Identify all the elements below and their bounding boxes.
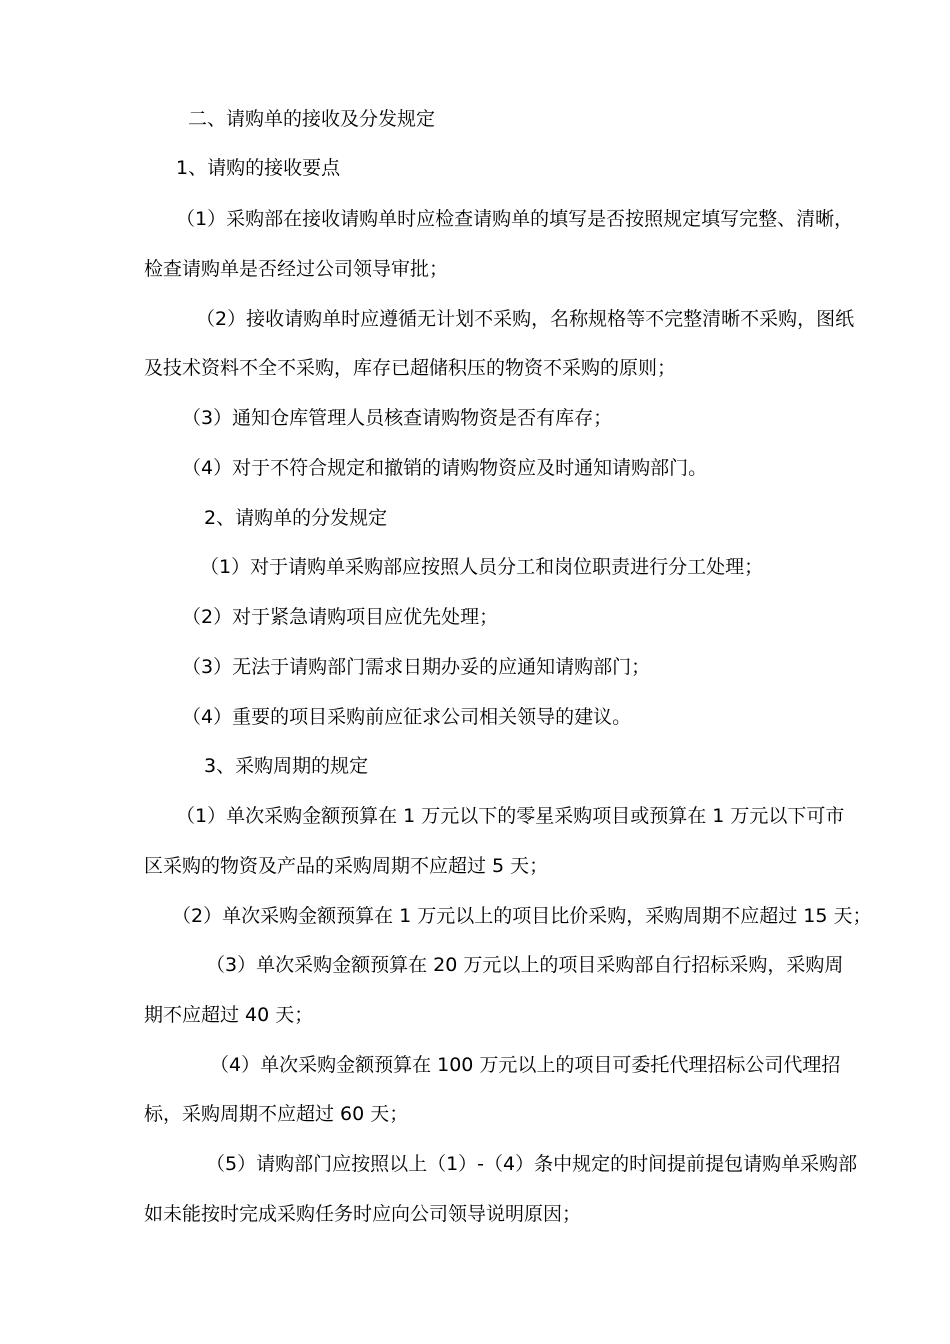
section-heading: 二、请购单的接收及分发规定: [188, 108, 436, 130]
paragraph-line: 标，采购周期不应超过 60 天；: [144, 1103, 409, 1125]
paragraph-line: （1）对于请购单采购部应按照人员分工和岗位职责进行分工处理；: [200, 556, 764, 578]
paragraph-line: （3）无法于请购部门需求日期办妥的应通知请购部门；: [182, 656, 651, 678]
paragraph-line: 及技术资料不全不采购，库存已超储积压的物资不采购的原则；: [144, 357, 677, 379]
paragraph-line: （3）单次采购金额预算在 20 万元以上的项目采购部自行招标采购，采购周: [206, 954, 844, 976]
paragraph-line: （3）通知仓库管理人员核查请购物资是否有库存；: [182, 407, 613, 429]
paragraph-line: 期不应超过 40 天；: [144, 1004, 314, 1026]
subsection-title-receiving: 1、请购的接收要点: [176, 157, 341, 179]
subsection-title-distribution: 2、请购单的分发规定: [204, 507, 388, 529]
subsection-title-cycle: 3、采购周期的规定: [204, 755, 369, 777]
paragraph-line: （2）接收请购单时应遵循无计划不采购，名称规格等不完整清晰不采购，图纸: [196, 308, 855, 330]
paragraph-line: （2）单次采购金额预算在 1 万元以上的项目比价采购，采购周期不应超过 15 天；: [172, 905, 872, 927]
paragraph-line: （2）对于紧急请购项目应优先处理；: [182, 606, 499, 628]
paragraph-line: （4）对于不符合规定和撤销的请购物资应及时通知请购部门。: [182, 457, 708, 479]
paragraph-line: 如未能按时完成采购任务时应向公司领导说明原因；: [144, 1203, 582, 1225]
paragraph-line: （4）单次采购金额预算在 100 万元以上的项目可委托代理招标公司代理招: [210, 1054, 841, 1076]
paragraph-line: 区采购的物资及产品的采购周期不应超过 5 天；: [144, 855, 549, 877]
paragraph-line: （1）单次采购金额预算在 1 万元以下的零星采购项目或预算在 1 万元以下可市: [176, 805, 845, 827]
paragraph-line: （5）请购部门应按照以上（1）-（4）条中规定的时间提前提包请购单采购部: [206, 1153, 858, 1175]
paragraph-line: （1）采购部在接收请购单时应检查请购单的填写是否按照规定填写完整、清晰，: [176, 208, 854, 230]
paragraph-line: （4）重要的项目采购前应征求公司相关领导的建议。: [182, 706, 632, 728]
paragraph-line: 检查请购单是否经过公司领导审批；: [144, 258, 449, 280]
